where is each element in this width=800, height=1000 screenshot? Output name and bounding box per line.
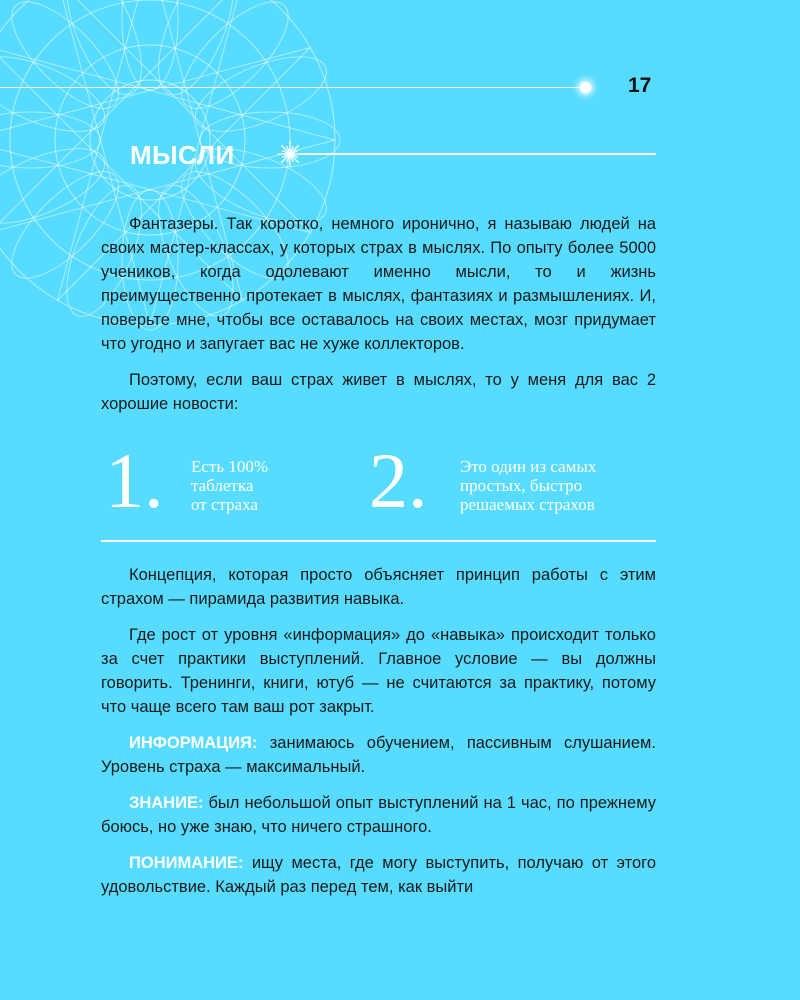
good-news-block [101, 437, 656, 532]
header-rule [0, 87, 586, 88]
intro-paragraph-1: Фантазеры. Так коротко, немного иронично, я называю людей на своих мастер-классах, у которых страх в мыслях. По опыту более 5000 учеников, когда одолевают именно мысли, то и жизнь преимущественно протекает в мыслях, фантазиях и размышлениях. И, поверьте мне, чтобы все оставалось на своих местах, мозг придумает что угодно и запугает вас не хуже коллекторов. [101, 215, 656, 353]
level-description: занимаюсь обучением, пассивным слушанием. Уровень страха — максимальный. [101, 734, 656, 776]
level-knowledge [101, 791, 656, 839]
news-text-2: Это один из самых простых, быстро решаемых страхов [460, 457, 597, 514]
body-text [101, 563, 656, 899]
intro-text [101, 212, 656, 416]
level-label: ЗНАНИЕ: [129, 794, 204, 812]
level-description: был небольшой опыт выступлений на 1 час, по прежнему боюсь, но уже знаю, что ничего страшного. [101, 794, 656, 836]
news-number-1: 1. [105, 437, 164, 524]
level-understanding [101, 851, 656, 899]
level-information [101, 731, 656, 779]
body-paragraph-2: Где рост от уровня «информация» до «навыка» происходит только за счет практики выступлений. Главное условие — вы должны говорить. Тренинги, книги, ютуб — не считаются за практику, потому что чаще всего там ваш рот закрыт. [101, 626, 656, 716]
news-number-2: 2. [369, 437, 428, 524]
level-label: ИНФОРМАЦИЯ: [129, 734, 258, 752]
news-text-1: Есть 100% таблетка от страха [191, 457, 269, 514]
section-title: МЫСЛИ [130, 140, 235, 170]
body-paragraph-1: Концепция, которая просто объясняет принцип работы с этим страхом — пирамида развития навыка. [101, 566, 656, 608]
intro-paragraph-2: Поэтому, если ваш страх живет в мыслях, то у меня для вас 2 хорошие новости: [101, 371, 656, 413]
section-title-rule [300, 153, 656, 155]
page-number: 17 [628, 74, 652, 97]
level-label: ПОНИМАНИЕ: [129, 854, 244, 872]
level-description: ищу места, где могу выступить, получаю от этого удовольствие. Каждый раз перед тем, как выйти [101, 854, 656, 896]
glowing-dot-icon [580, 82, 591, 93]
news-divider [101, 540, 656, 542]
